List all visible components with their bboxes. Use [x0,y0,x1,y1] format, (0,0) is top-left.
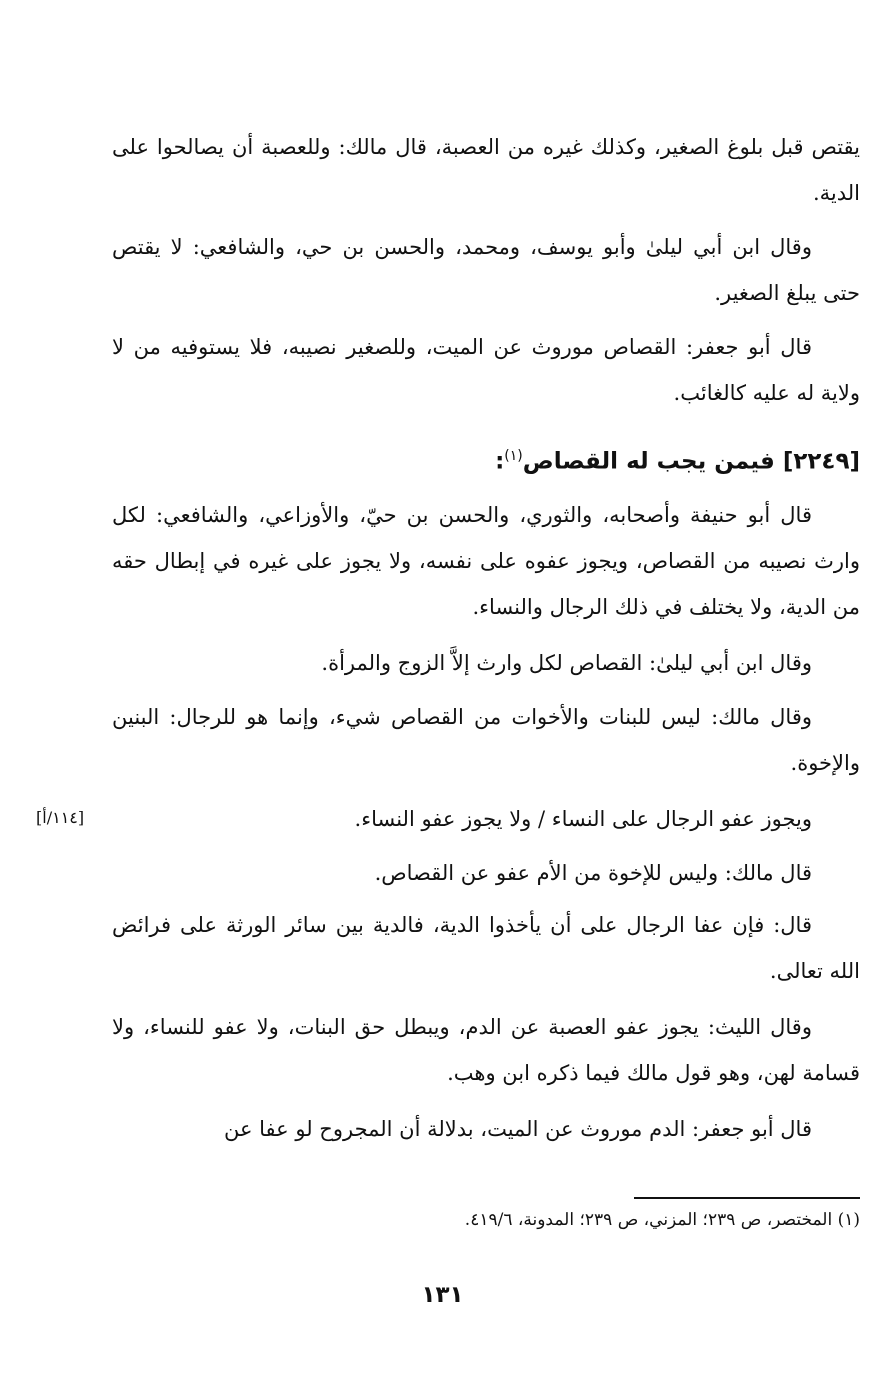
paragraph-2: وقال ابن أبي ليلىٰ وأبو يوسف، ومحمد، والحسن بن حي، والشافعي: لا يقتص حتى يبلغ الصغير. [112,235,860,305]
section-number: [٢٢٤٩] [782,448,860,475]
footnote-separator [634,1197,860,1199]
paragraph-malik-brothers: قال مالك: وليس للإخوة من الأم عفو عن القصاص. [374,861,812,885]
footnote-marker: (١) [504,448,523,464]
section-heading [100,436,860,482]
paragraph-men-pardon: ويجوز عفو الرجال على النساء / ولا يجوز عفو النساء. [354,807,812,831]
footnote: (١) المختصر، ص ٢٣٩؛ المزني، ص ٢٣٩؛ المدونة، ٤١٩/٦. [464,1210,860,1230]
paragraph-layth: وقال الليث: يجوز عفو العصبة عن الدم، ويبطل حق البنات، ولا عفو للنساء، ولا قسامة لهن، وهو قول مالك فيما ذكره ابن وهب. [112,1015,860,1085]
paragraph-1: يقتص قبل بلوغ الصغير، وكذلك غيره من العصبة، قال مالك: وللعصبة أن يصالحوا على الدية. [112,135,860,205]
paragraph-3: قال أبو جعفر: القصاص موروث عن الميت، وللصغير نصيبه، فلا يستوفيه من لا ولاية له عليه كالغائب. [112,335,860,405]
paragraph-malik: وقال مالك: ليس للبنات والأخوات من القصاص شيء، وإنما هو للرجال: البنين والإخوة. [112,705,860,775]
page-number: ١٣١ [421,1282,464,1308]
section-suffix: : [495,448,505,475]
paragraph-ibn-abi-layla: وقال ابن أبي ليلىٰ: القصاص لكل وارث إلاَّ الزوج والمرأة. [321,651,812,675]
paragraph-abu-jafar: قال أبو جعفر: الدم موروث عن الميت، بدلالة أن المجروح لو عفا عن [223,1117,812,1141]
manuscript-folio-reference: [١١٤/أ] [36,808,85,827]
paragraph-abu-hanifa: قال أبو حنيفة وأصحابه، والثوري، والحسن بن حيّ، والأوزاعي، والشافعي: لكل وارث نصيبه من القصاص، ويجوز عفوه على نفسه، ولا يجوز على غيره في إبطال حقه من الدية، ولا يختلف في ذلك الرجال والنساء. [112,503,860,619]
section-title: فيمن يجب له القصاص [522,448,775,475]
paragraph-diya-division: قال: فإن عفا الرجال على أن يأخذوا الدية، فالدية بين سائر الورثة على فرائض الله تعالى. [112,913,860,983]
